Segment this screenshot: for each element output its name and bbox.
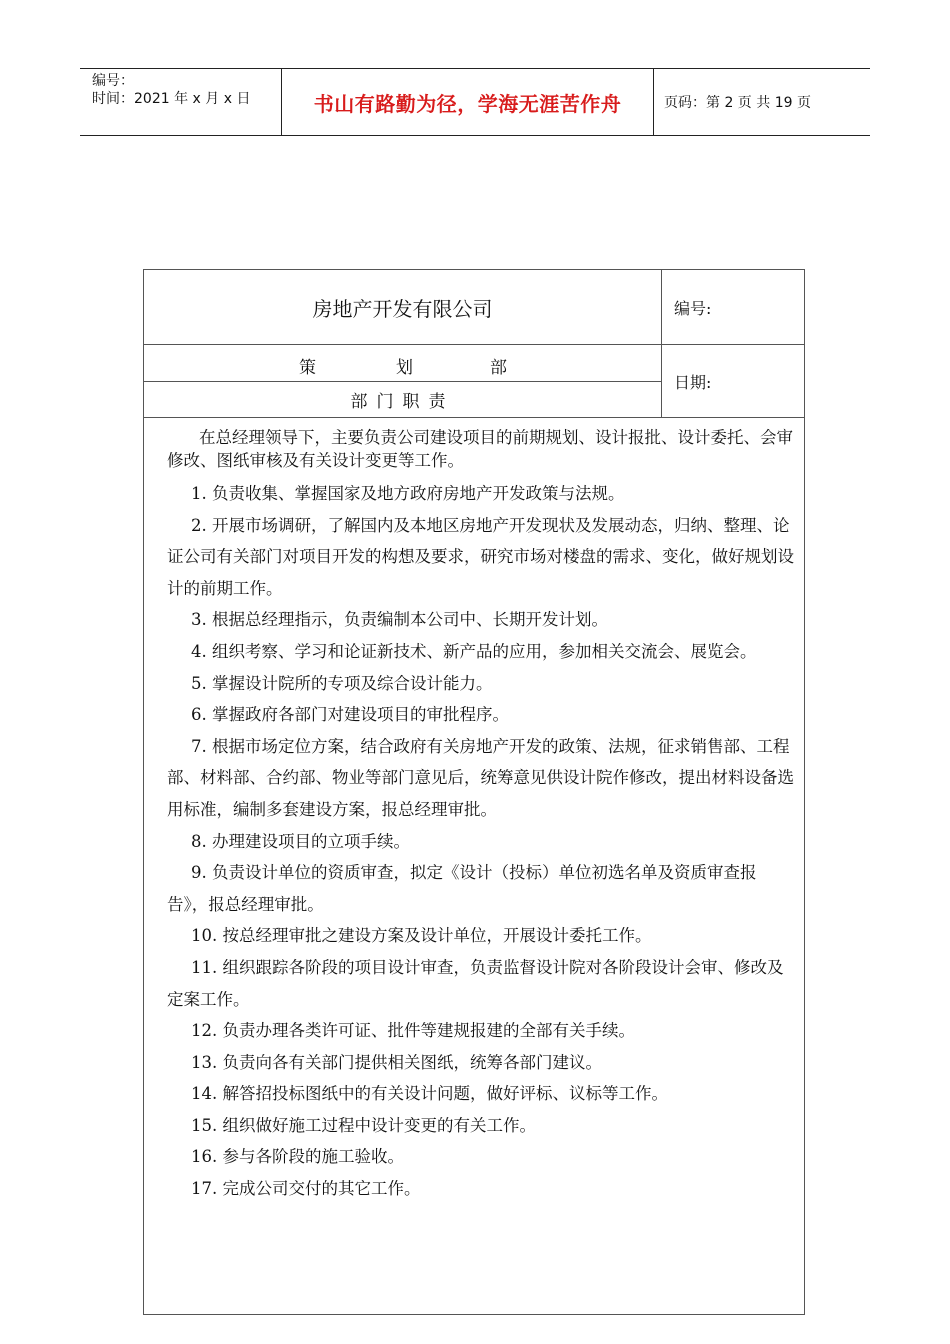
duty-item: 4. 组织考察、学习和论证新技术、新产品的应用，参加相关交流会、展览会。	[191, 641, 757, 661]
department-char: 策	[299, 358, 316, 378]
header-page-info: 页码：第 2 页 共 19 页	[664, 95, 811, 111]
department-char: 部	[490, 358, 507, 378]
duty-item: 11. 组织跟踪各阶段的项目设计审查，负责监督设计院对各阶段设计会审、修改及定案工作。	[167, 957, 784, 1009]
header-meta	[80, 69, 282, 135]
duty-intro: 在总经理领导下，主要负责公司建设项目的前期规划、设计报批、设计委托、会审修改、图纸审核及有关设计变更等工作。	[167, 428, 793, 470]
duty-item: 14. 解答招投标图纸中的有关设计问题，做好评标、议标等工作。	[191, 1084, 668, 1104]
duty-list	[167, 478, 794, 1205]
duty-item: 15. 组织做好施工过程中设计变更的有关工作。	[191, 1115, 536, 1135]
duty-title: 部门职责	[144, 382, 662, 418]
duty-item: 5. 掌握设计院所的专项及综合设计能力。	[191, 673, 493, 693]
company-name: 房地产开发有限公司	[144, 270, 662, 345]
header-number-label: 编号：	[92, 73, 134, 89]
header-motto-cell	[282, 69, 654, 135]
duty-content	[144, 418, 804, 1205]
department-name	[144, 345, 662, 382]
duty-item: 1. 负责收集、掌握国家及地方政府房地产开发政策与法规。	[191, 484, 625, 503]
duty-item: 7. 根据市场定位方案，结合政府有关房地产开发的政策、法规，征求销售部、工程部、材料部、合约部、物业等部门意见后，统筹意见供设计院作修改，提出材料设备选用标准，编制多套建设方案，报总经理审批。	[167, 736, 794, 819]
duty-item: 6. 掌握政府各部门对建设项目的审批程序。	[191, 705, 509, 725]
duty-item: 13. 负责向各有关部门提供相关图纸，统筹各部门建议。	[191, 1052, 602, 1072]
duty-form	[143, 269, 805, 1315]
duty-item: 2. 开展市场调研，了解国内及本地区房地产开发现状及发展动态，归纳、整理、论证公司有关部门对项目开发的构想及要求，研究市场对楼盘的需求、变化，做好规划设计的前期工作。	[167, 515, 794, 598]
page-header	[80, 68, 870, 136]
duty-item: 16. 参与各阶段的施工验收。	[191, 1147, 404, 1167]
department-char: 划	[396, 358, 413, 378]
duty-item: 3. 根据总经理指示，负责编制本公司中、长期开发计划。	[191, 610, 608, 630]
duty-item: 9. 负责设计单位的资质审查，拟定《设计（投标）单位初选名单及资质审查报告》，报总经理审批。	[167, 863, 757, 914]
date-field: 日期:	[662, 345, 804, 418]
duty-item: 8. 办理建设项目的立项手续。	[191, 831, 410, 851]
header-motto: 书山有路勤为径，学海无涯苦作舟	[313, 91, 622, 116]
duty-item: 17. 完成公司交付的其它工作。	[191, 1179, 421, 1199]
duty-item: 12. 负责办理各类许可证、批件等建规报建的全部有关手续。	[191, 1021, 635, 1041]
duty-item: 10. 按总经理审批之建设方案及设计单位，开展设计委托工作。	[191, 926, 652, 946]
number-field: 编号:	[662, 270, 804, 345]
header-time-label: 时间：2021 年 x 月 x 日	[92, 91, 251, 107]
